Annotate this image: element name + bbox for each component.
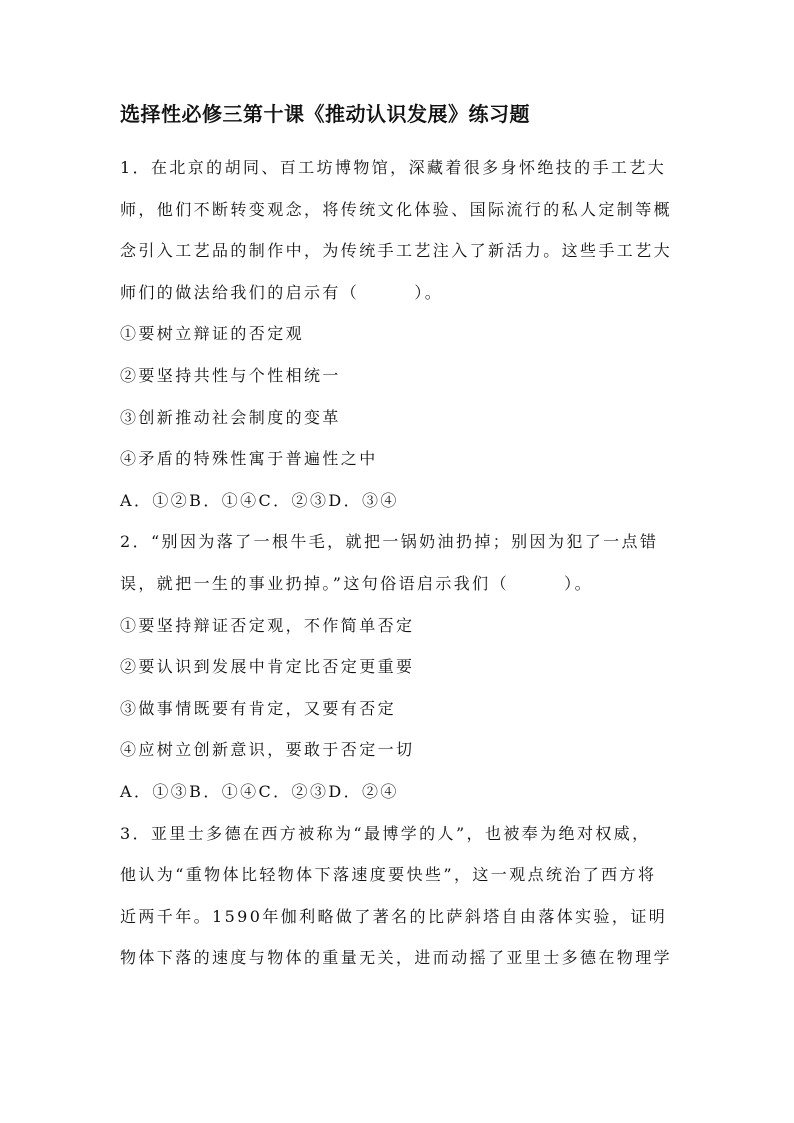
document-body [120, 147, 680, 979]
question-1 [120, 147, 680, 521]
question-stem-line: 3．亚里士多德在西方被称为“最博学的人”，也被奉为绝对权威， [120, 823, 651, 843]
question-stem-line: 误，就把一生的事业扔掉。”这句俗语启示我们（ ）。 [120, 573, 593, 593]
question-stem-line: 近两千年。1590年伽利略做了著名的比萨斜塔自由落体实验，证明 [120, 906, 668, 926]
question-stem-line: 1．在北京的胡同、百工坊博物馆，深藏着很多身怀绝技的手工艺大 [120, 158, 667, 177]
option-item: ②要认识到发展中肯定比否定更重要 [120, 657, 415, 677]
option-item: ①要坚持辩证否定观，不作简单否定 [120, 615, 415, 635]
question-stem-line: 师，他们不断转变观念，将传统文化体验、国际流行的私人定制等概 [120, 199, 673, 219]
option-item: ④矛盾的特殊性寓于普遍性之中 [120, 449, 378, 469]
question-stem-line: 念引入工艺品的制作中，为传统手工艺注入了新活力。这些手工艺大 [120, 241, 673, 261]
option-item: ②要坚持共性与个性相统一 [120, 365, 341, 385]
option-item: ①要树立辩证的否定观 [120, 324, 305, 344]
answer-choices: A．①②B．①④C．②③D．③④ [120, 490, 399, 510]
question-stem-line: 他认为“重物体比轻物体下落速度要快些”，这一观点统治了西方将 [120, 865, 657, 885]
question-stem-line: 物体下落的速度与物体的重量无关，进而动摇了亚里士多德在物理学 [120, 948, 673, 968]
option-item: ④应树立创新意识，要敢于否定一切 [120, 740, 415, 760]
question-stem-line: 师们的做法给我们的启示有（ ）。 [120, 282, 444, 302]
option-item: ③做事情既要有肯定，又要有否定 [120, 698, 397, 718]
option-item: ③创新推动社会制度的变革 [120, 407, 341, 427]
question-stem-line: 2．“别因为落了一根牛毛，就把一锅奶油扔掉；别因为犯了一点错 [120, 532, 659, 552]
answer-choices: A．①③B．①④C．②③D．②④ [120, 781, 399, 801]
document-title: 选择性必修三第十课《推动认识发展》练习题 [120, 102, 530, 126]
question-2 [120, 521, 680, 812]
question-3 [120, 813, 680, 979]
